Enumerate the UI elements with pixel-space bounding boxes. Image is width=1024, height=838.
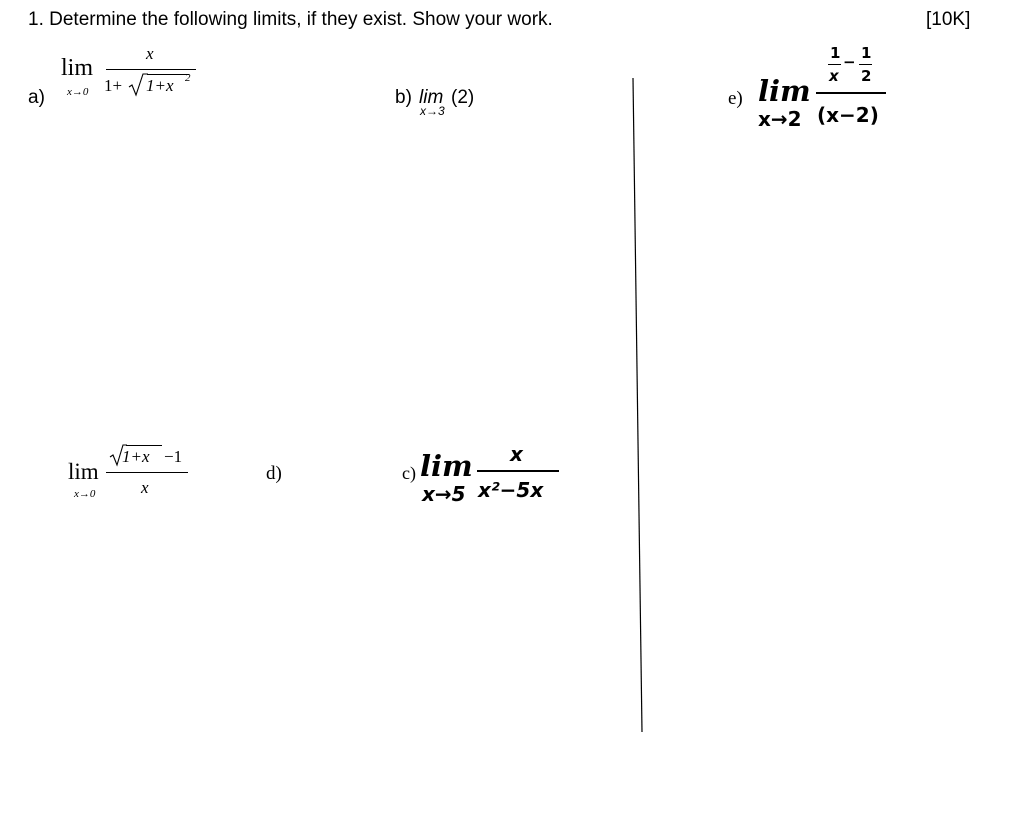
part-e-num-frac2-top: 1 (861, 44, 872, 62)
part-a-lim: lim (61, 55, 94, 81)
part-a-numerator: x (146, 44, 154, 63)
part-c-numerator: x (510, 442, 523, 466)
part-e-label: e) (728, 88, 743, 109)
part-c-denominator: x²−5x (478, 478, 544, 502)
part-e-fraction-bar (816, 92, 886, 94)
part-e-num-frac2-bottom: 2 (861, 67, 872, 85)
part-c-lim-subscript: x→5 (422, 482, 466, 506)
part-b-lim: lim (419, 87, 444, 108)
part-a-label: a) (28, 87, 45, 108)
unlabeled-limit-numerator-tail: −1 (164, 447, 183, 466)
marks-badge: [10K] (926, 9, 971, 30)
unlabeled-limit-denominator: x (141, 478, 149, 497)
part-e-lim: lim (758, 74, 811, 108)
part-c-lim: lim (420, 449, 473, 483)
part-a-lim-subscript: x→0 (67, 86, 89, 98)
part-a-exponent: 2 (185, 72, 191, 84)
part-a-fraction-bar (106, 69, 196, 70)
part-d-label: d) (266, 463, 282, 484)
part-b-lim-subscript: x→3 (420, 104, 445, 118)
part-b-label: b) (395, 87, 412, 108)
part-a-sqrt-sign (128, 72, 148, 98)
question-title: 1. Determine the following limits, if they exist. Show your work. (28, 9, 553, 30)
part-c-fraction-bar (477, 470, 559, 472)
part-e-lim-subscript: x→2 (758, 107, 802, 131)
part-b-expression: (2) (451, 87, 475, 108)
unlabeled-limit-radicand: 1+x (122, 447, 150, 466)
part-a-denominator-left: 1+ (104, 76, 123, 95)
part-c-label: c) (402, 463, 416, 483)
part-e-num-minus: − (843, 53, 856, 71)
column-divider (632, 78, 644, 732)
unlabeled-limit-subscript: x→0 (74, 488, 96, 500)
unlabeled-limit-fraction-bar (106, 472, 188, 473)
part-e-num-frac1-bottom: x (829, 67, 839, 85)
part-a-sqrt-bar (147, 74, 189, 75)
part-e-num-frac1-top: 1 (830, 44, 841, 62)
part-e-num-frac2-bar (859, 64, 872, 65)
part-e-denominator: (x−2) (817, 103, 879, 127)
part-a-radicand: 1+x (146, 76, 174, 95)
part-e-num-frac1-bar (828, 64, 841, 65)
unlabeled-limit-lim: lim (68, 459, 99, 484)
unlabeled-limit-sqrt-bar (126, 445, 162, 446)
